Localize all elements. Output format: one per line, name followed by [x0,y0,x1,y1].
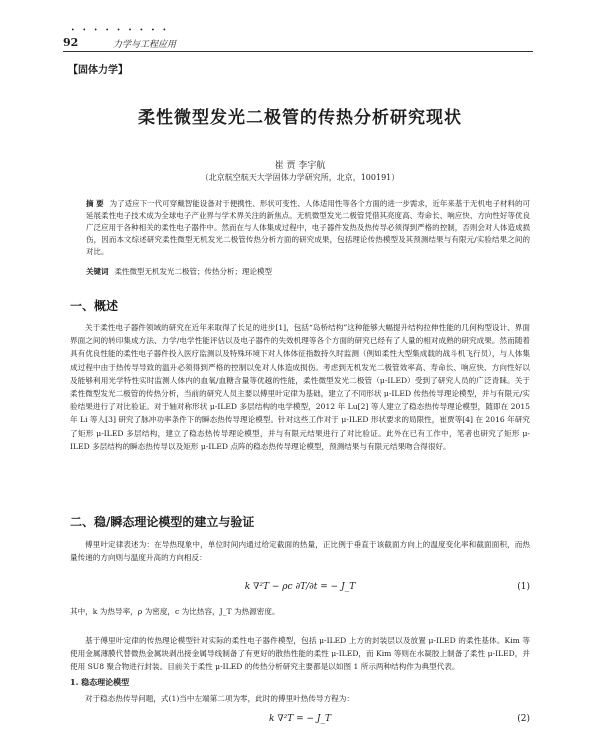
header-dots: • • • • • • • • • [71,27,170,34]
steady-state-paragraph: 对于稳态热传导问题，式(1)当中左端第二项为零，此时的傅里叶热传导方程为： [85,694,354,703]
article-authors: 崔 贾 李宇航 [274,161,326,171]
equation-1 [70,578,530,600]
equation-1-expr: k ∇²T − ρc ∂T/∂t = − J_T [244,582,356,592]
page-number: 92 [63,36,79,49]
journal-name: 力学与工程应用 [113,40,177,50]
article-affiliation: （北京航空航天大学固体力学研究所，北京，100191） [200,173,400,182]
keywords-text: 柔性微型无机发光二极管；传热分析；理论模型 [114,267,272,276]
article-title: 柔性微型发光二极管的传热分析研究现状 [138,108,462,128]
equation-2 [70,710,530,732]
subsection-heading-steady: 1. 稳态理论模型 [70,677,130,687]
equation-2-number: (2) [517,714,530,724]
abstract-label: 摘 要 [86,199,104,208]
section-heading-model: 二、稳/瞬态理论模型的建立与验证 [70,515,255,529]
header-rule [63,51,533,52]
keywords-label: 关键词 [86,267,109,276]
section-heading-overview: 一、概述 [70,299,119,313]
running-header [63,27,533,57]
equation-2-expr: k ∇²T = − J_T [269,714,331,724]
fourier-law-paragraph: 傅里叶定律表述为：在导热现象中，单位时间内通过给定截面的热量，正比例于垂直于该截面方向上的温度变化率和截面面积，而热量传递的方向则与温度升高的方向相反： [70,540,530,563]
keywords [86,266,530,278]
equation-1-number: (1) [517,582,530,592]
column-label: 【固体力学】 [68,65,128,76]
variable-definitions: 其中，k 为热导率，ρ 为密度，c 为比热容，J_T 为热源密度。 [70,607,280,616]
abstract [86,198,530,258]
overview-paragraph: 关于柔性电子器件领域的研究在近年来取得了长足的进步[1]，包括“岛桥结构”这种能够大幅提升结构拉伸性能的几何构型设计、界面界面之间的转印集成方法、力学/电学性能评估以及电子器件的失效机理等各个方面的研究已经有了人量的相对成熟的研究成果。然而随着具有优良性能的柔性电子器件投入医疗监测以及特殊环境下对人体体征指数持久时监测（例如柔性大型集成载的战斗机飞行员），与人体集成过程中由于热传导导致的温升必须得到严格的控制以免对人体造成损伤。考虑到无机发光二极管效率高、寿命长、响应快、方向性好以及能够利用光学特性实时监测人体内的血氧/血糖含量等优越的性能，柔性微型发光二极管（μ-ILED）受到了研究人员的广泛青睐。关于柔性微型发光二极管的传热分析，当前的研究人员主要以傅里叶定律为基础，建立了不同形状 μ-ILED 传热传导理论模型，并与有限元/实验结果进行了对比验证。对于轴对称形状 μ-ILED 多层结构的电学模型，2012 年 Lu[2] 等人建立了稳态热传导理论模型，随即在 2015 年 Li 等人[3] 研究了脉冲功率条件下的瞬态热传导理论模型。针对这些工作对于 μ-ILED 形状要求的局限性，崔贾等[4] 在 2016 年研究了矩形 μ-ILED 多层结构，建立了稳态热传导理论模型，并与有限元结果进行了对比验证。此外在已有工作中，笔者也研究了矩形 μ-ILED 多层结构的瞬态热传导以及矩形 μ-ILED 点阵的稳态热传导理论模型，预测结果与有限元结果吻合得很好。 [70,323,530,451]
model-structure-paragraph: 基于傅里叶定律的传热理论模型针对实际的柔性电子器件模型，包括 μ-ILED 上方的封装层以及放置 μ-ILED 的柔性基体。Kim 等使用金属薄膜代替微热金属块剥出接金属导线制备了有更好的散热性能的柔性 μ-ILED，而 Kim 等则在水凝胶上制备了柔性 μ-ILED，并使用 SU8 聚合物进行封装。目前关于柔性 μ-ILED 的传热分析研究主要都是以如图 1 所示两种结构作为典型代表。 [70,636,530,672]
abstract-text: 为了适应下一代可穿戴智能设备对于便携性、形状可变性、人体适用性等各个方面的进一步需求，近年来基于无机电子材料的可延展柔性电子技术成为全球电子产业界与学术界关注的新焦点。无机微型发光二极管凭借其亮度高、寿命长、响应快、方向性好等优良广泛应用于各种相关的柔性电子器件中。然而在与人体集成过程中，电子器件发热及热传导必须得到严格的控制，否则会对人体造成损伤，因而本文综述研究柔性微型无机发光二极管传热分析方面的研究成果，包括理论传热模型及其预测结果与有限元/实验结果之间的对比。 [86,199,530,256]
